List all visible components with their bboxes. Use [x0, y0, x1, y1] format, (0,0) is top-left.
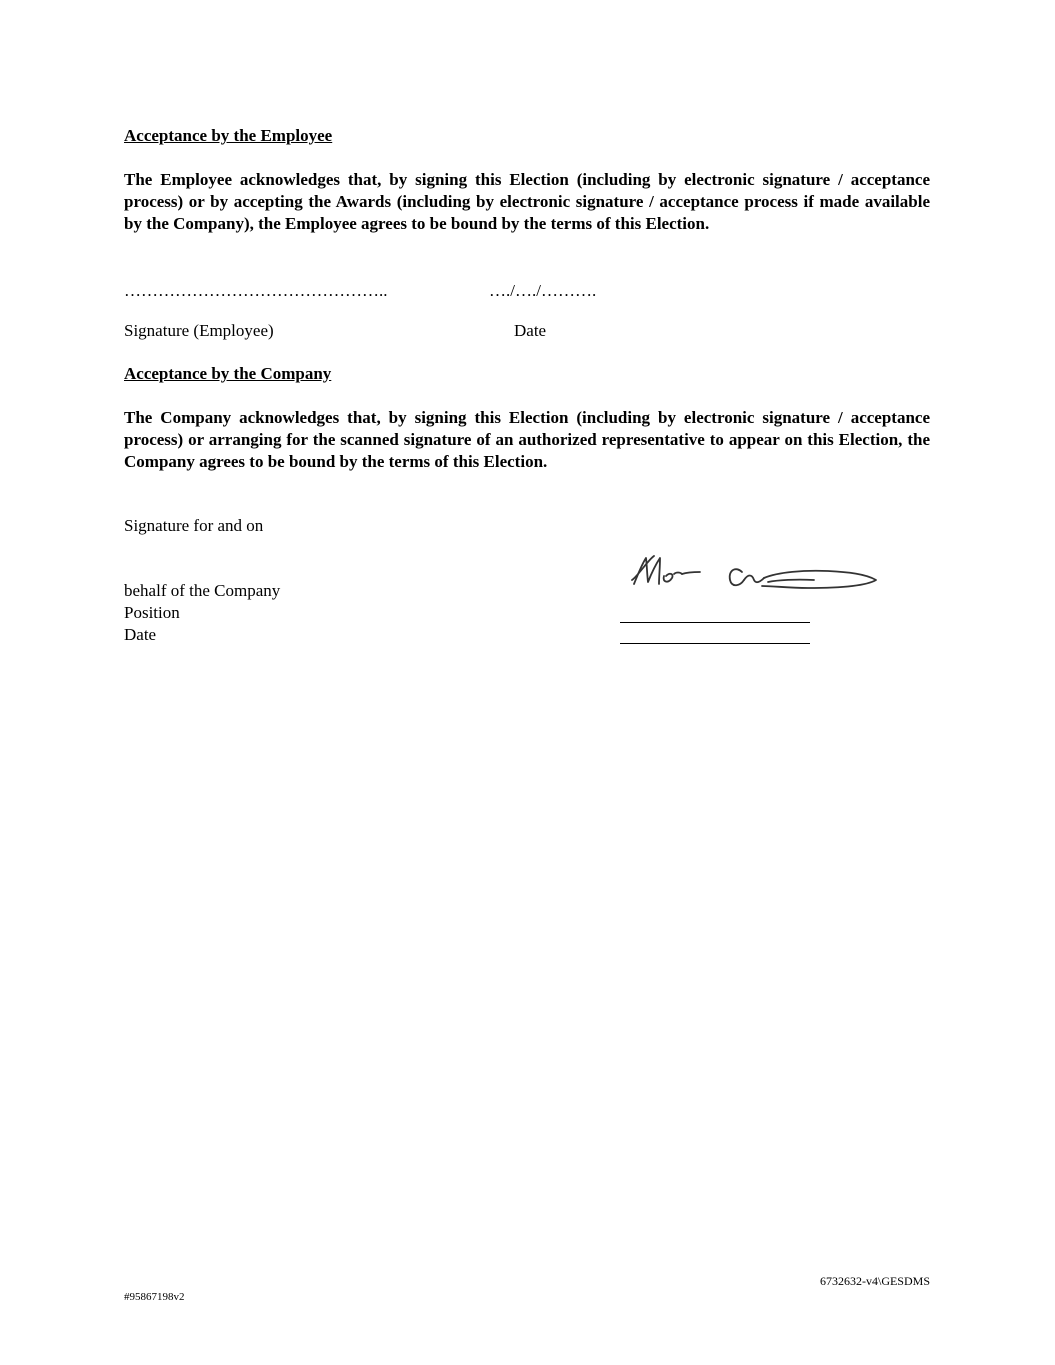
company-signature-label-line1: Signature for and on — [124, 516, 264, 535]
handwritten-signature — [628, 550, 884, 600]
company-date-line — [620, 643, 810, 644]
employee-acceptance-text: The Employee acknowledges that, by signing this Election (including by electronic signature / acceptance process) or by accepting the Awards (including by electronic signature / acceptance process if made available by the Company), the Employee agrees to be bound by the terms of this Election. — [124, 170, 930, 233]
employee-signature-label: Signature (Employee) — [124, 321, 274, 340]
company-position-label: Position — [124, 603, 180, 622]
company-acceptance-heading: Acceptance by the Company — [124, 364, 332, 383]
employee-signature-line: ……………………………………….. — [124, 281, 388, 300]
footer-doc-reference-right: 6732632-v4\GESDMS — [819, 1274, 930, 1288]
company-signature-label-line2: behalf of the Company — [124, 581, 281, 600]
company-acceptance-text: The Company acknowledges that, by signing this Election (including by electronic signature / acceptance process) or arranging for the scanned signature of an authorized representative to appear on this Election, the Company agrees to be bound by the terms of this Election. — [124, 408, 930, 471]
company-position-line — [620, 622, 810, 623]
footer-doc-reference-left: #95867198v2 — [124, 1291, 185, 1303]
employee-date-label: Date — [514, 321, 547, 340]
employee-date-line: …./…./………. — [489, 281, 597, 300]
company-date-label: Date — [124, 625, 157, 644]
employee-acceptance-heading: Acceptance by the Employee — [124, 126, 333, 145]
